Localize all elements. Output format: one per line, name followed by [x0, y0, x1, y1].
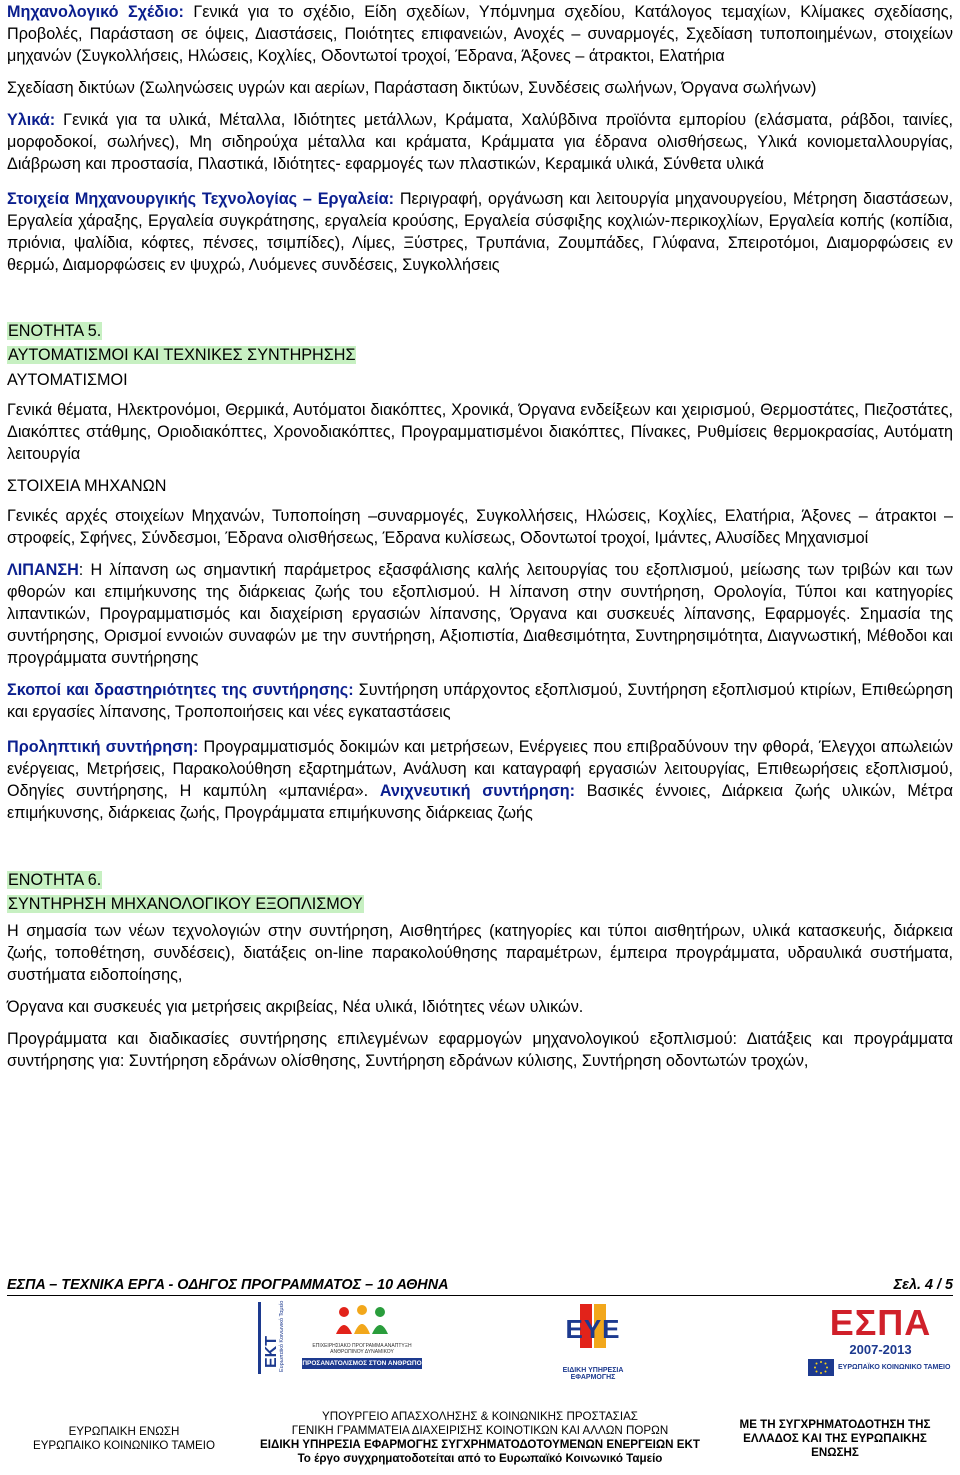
text-preventive-maintenance: Προγραμματισμός δοκιμών και μετρήσεων, Ενέργειες που επιβραδύνουν την φθορά, Έλεγχοι απωλειών ενέργειας, Μετρήσεις, Παρακολούθηση εξαρτημάτων, Ανάλυση και καταγραφή εργασιών λειτουργίας, Επιθεωρήσεις εξοπλισμού, Οδηγίες συντήρησης, Η καμπύλη «μπανιέρα». — [7, 738, 953, 800]
section-5-number: ΕΝΟΤΗΤΑ 5. — [8, 322, 102, 340]
text-lubrication: : Η λίπανση ως σημαντική παράμετρος εξασφάλισης καλής λειτουργίας του εξοπλισμού, μείωσης των τριβών και των φθορών και επιμήκυνσης της διάρκειας ζωής του εξοπλισμού. Η λίπανση στην συντήρηση, Ορολογία, Τύποι και κατηγορίες λιπαντικών, Προγραμματισμός και διαχείριση εργασιών λίπανσης, Όργανα και συσκευές λίπανσης, Εφαρμογές. Σημασία της συντήρησης, Ορισμοί εννοιών συναφών με την συντήρηση, Αξιοπιστία, Διαθεσιμότητα, Συντηρησιμότητα, Διαγνωστική, Μέθοδοι και προγράμματα συντήρησης — [7, 561, 953, 667]
section-5-title: ΑΥΤΟΜΑΤΙΣΜΟΙ ΚΑΙ ΤΕΧΝΙΚΕΣ ΣΥΝΤΗΡΗΣΗΣ — [8, 346, 356, 364]
credits-cofunding-1: ΜΕ ΤΗ ΣΥΓΧΡΗΜΑΤΟΔΟΤΗΣΗ ΤΗΣ — [739, 1418, 931, 1431]
subheading-automation: ΑΥΤΟΜΑΤΙΣΜΟΙ — [7, 371, 128, 389]
credits-right — [725, 1418, 945, 1460]
section-6-number: ΕΝΟΤΗΤΑ 6. — [8, 871, 102, 889]
subheading-machine-elements: ΣΤΟΙΧΕΙΑ ΜΗΧΑΝΩΝ — [7, 477, 167, 495]
espa-logo-text: ΕΣΠΑ — [829, 1302, 932, 1343]
label-detective-maintenance: Ανιχνευτική συντήρηση: — [379, 782, 576, 800]
label-machining-tools: Στοιχεία Μηχανουργικής Τεχνολογίας – Εργαλεία: — [7, 190, 395, 208]
credits-general-secretariat: ΓΕΝΙΚΗ ΓΡΑΜΜΑΤΕΙΑ ΔΙΑΧΕΙΡΙΣΗΣ ΚΟΙΝΟΤΙΚΩΝ ΚΑΙ ΑΛΛΩΝ ΠΟΡΩΝ — [291, 1424, 669, 1437]
label-materials: Υλικά: — [7, 111, 56, 129]
eye-logo-text: ΕΥΕ — [565, 1314, 621, 1344]
espa-logo-subtitle: ΕΥΡΩΠΑΪΚΟ ΚΟΙΝΩΝΙΚΟ ΤΑΜΕΙΟ — [838, 1364, 951, 1371]
credits-special-service: ΕΙΔΙΚΗ ΥΠΗΡΕΣΙΑ ΕΦΑΡΜΟΓΗΣ ΣΥΓΧΡΗΜΑΤΟΔΟΤΟΥΜΕΝΩΝ ΕΝΕΡΓΕΙΩΝ ΕΚΤ — [260, 1438, 700, 1451]
eye-logo-subtitle: ΕΙΔΙΚΗ ΥΠΗΡΕΣΙΑ ΕΦΑΡΜΟΓΗΣ — [562, 1367, 624, 1381]
footer-program-title: ΕΣΠΑ – ΤΕΧΝΙΚΑ ΕΡΓΑ - ΟΔΗΓΟΣ ΠΡΟΓΡΑΜΜΑΤΟΣ – 10 ΑΘΗΝΑ — [7, 1277, 449, 1293]
paragraph-precision-instruments: Όργανα και συσκευές για μετρήσεις ακριβείας, Νέα υλικά, Ιδιότητες νέων υλικών. — [7, 998, 584, 1016]
human-resources-slogan: ΠΡΟΣΑΝΑΤΟΛΙΣΜΟΣ ΣΤΟΝ ΑΝΘΡΩΠΟ — [302, 1360, 422, 1367]
credits-cofunding-3: ΕΝΩΣΗΣ — [811, 1446, 859, 1459]
paragraph-new-technologies: Η σημασία των νέων τεχνολογιών στην συντήρηση, Αισθητήρες (κατηγορίες και τύποι αισθητήρων, υλικά κατασκευής, διάρκεια ζωής, τοποθέτηση, συνδέσεις), διατάξεις on-line παρακολούθησης παραμέτρων, έμπειρα προγράμματα, υδραυλικά συστήματα, συστήματα ειδοποίησης, — [7, 922, 953, 984]
ekt-logo-subtitle: Ευρωπαϊκό Κοινωνικό Ταμείο — [279, 1300, 285, 1372]
human-resources-program-name: ΕΠΙΧΕΙΡΗΣΙΑΚΟ ΠΡΟΓΡΑΜΜΑ ΑΝΑΠΤΥΞΗ ΑΝΘΡΩΠΙΝΟΥ ΔΥΝΑΜΙΚΟΥ — [312, 1343, 412, 1355]
document-body — [7, 0, 953, 1072]
human-resources-logo — [302, 1304, 422, 1382]
text-machining-tools: Περιγραφή, οργάνωση και λειτουργία μηχανουργείου, Μέτρηση διαστάσεων, Εργαλεία χάραξης, Εργαλεία συγκράτησης, εργαλεία κρούσης, Εργαλεία σύσφιξης κοχλιών-περικοχλίων, Εργαλεία κοπής (κοπίδια, πριόνια, ψαλίδια, κόφτες, πένσες, τσιμπίδες), Λίμες, Ξύστρες, Τρυπάνια, Ζουμπάδες, Γλύφανα, Σπειροτόμοι, Διαμορφώσεις εν θερμώ, Διαμορφώσεις εν ψυχρώ, Λυόμενες συνδέσεις, Συγκολλήσεις — [7, 190, 953, 274]
label-maintenance-goals: Σκοποί και δραστηριότητες της συντήρησης: — [7, 681, 354, 699]
credits-middle — [250, 1410, 710, 1466]
label-mechanical-drawing: Μηχανολογικό Σχέδιο: — [7, 3, 184, 21]
section-6-title: ΣΥΝΤΗΡΗΣΗ ΜΗΧΑΝΟΛΟΓΙΚΟΥ ΕΞΟΠΛΙΣΜΟΥ — [8, 895, 363, 913]
text-maintenance-goals: Συντήρηση υπάρχοντος εξοπλισμού, Συντήρηση εξοπλισμού κτιρίων, Επιθεώρηση και εργασίες λίπανσης, Τροποποιήσεις και νέες εγκαταστάσεις — [7, 681, 954, 721]
ekt-logo-text: ΕΚΤ — [263, 1336, 280, 1368]
credits-left — [24, 1425, 224, 1453]
label-preventive-maintenance: Προληπτική συντήρηση: — [7, 738, 199, 756]
label-lubrication: ΛΙΠΑΝΣΗ — [7, 561, 79, 579]
logo-strip — [0, 1298, 960, 1398]
human-figures-icon — [302, 1304, 422, 1338]
credits-cofunding-note: Το έργο συγχρηματοδοτείται από το Ευρωπαϊκό Κοινωνικό Ταμείο — [297, 1452, 663, 1465]
text-machine-elements: Γενικές αρχές στοιχείων Μηχανών, Τυποποίηση –συναρμογές, Συγκολλήσεις, Ηλώσεις, Κοχλίες, Ελατήρια, Άξονες – άτρακτοι – στροφείς, Σφήνες, Σύνδεσμοι, Έδρανα ολισθήσεως, Έδρανα κυλίσεως, Οδοντωτοί τροχοί, Ιμάντες, Αλυσίδες Μηχανισμοί — [7, 507, 953, 547]
credits-eu: ΕΥΡΩΠΑΙΚΗ ΕΝΩΣΗ — [68, 1425, 180, 1438]
credits-esf: ΕΥΡΩΠΑΙΚΟ ΚΟΙΝΩΝΙΚΟ ΤΑΜΕΙΟ — [32, 1439, 216, 1452]
text-detective-maintenance: Βασικές έννοιες, Διάρκεια ζωής υλικών, Μέτρα επιμήκυνσης, διάρκειας ζωής, Προγράμματα επιμήκυνσης διάρκειας ζωής — [7, 782, 953, 822]
espa-logo-years: 2007-2013 — [849, 1342, 912, 1357]
paragraph-network-design: Σχεδίαση δικτύων (Σωληνώσεις υγρών και αερίων, Παράσταση δικτύων, Συνδέσεις σωλήνων, Όργανα σωλήνων) — [7, 79, 817, 97]
paragraph-mechanical-drawing — [7, 1, 953, 67]
espa-logo — [808, 1304, 953, 1388]
page-number: Σελ. 4 / 5 — [893, 1277, 953, 1293]
credits-cofunding-2: ΕΛΛΑΔΟΣ ΚΑΙ ΤΗΣ ΕΥΡΩΠΑΙΚΗΣ — [743, 1432, 927, 1445]
paragraph-maintenance-goals — [7, 679, 953, 723]
paragraph-preventive-maintenance — [7, 736, 953, 824]
paragraph-lubrication — [7, 559, 953, 669]
text-mechanical-drawing: Γενικά για το σχέδιο, Είδη σχεδίων, Υπόμνημα σχεδίου, Κατάλογος τεμαχίων, Κλίμακες σχεδίασης, Προβολές, Παράσταση σε όψεις, Διαστάσεις, Ποιότητες επιφανειών, Ανοχές – συναρμογές, Σχεδίαση τυποποιημένων, στοιχείων μηχανών (Συγκολλήσεις, Ηλώσεις, Κοχλίες, Οδοντωτοί τροχοί, Έδρανα, Άξονες – άτρακτοι, Ελατήρια — [7, 3, 953, 65]
paragraph-materials — [7, 109, 953, 175]
paragraph-machining-tools — [7, 188, 953, 276]
page-footer — [7, 1277, 953, 1296]
paragraph-maintenance-programs: Προγράμματα και διαδικασίες συντήρησης επιλεγμένων εφαρμογών μηχανολογικού εξοπλισμού: Διατάξεις και προγράμματα συντήρησης για: Συντήρηση εδράνων ολίσθησης, Συντήρηση εδράνων κύλισης, Συντήρηση οδοντωτών τροχών, — [7, 1030, 953, 1070]
text-automation: Γενικά θέματα, Ηλεκτρονόμοι, Θερμικά, Αυτόματοι διακόπτες, Χρονικά, Όργανα ενδείξεων και χειρισμού, Θερμοστάτες, Πιεζοστάτες, Διακόπτες στάθμης, Οριοδιακόπτες, Χρονοδιακόπτες, Προγραμματισμένοι διακόπτες, Πίνακες, Ρυθμίσεις θερμοκρασίας, Αυτόματη λειτουργία — [7, 401, 953, 463]
eye-logo — [545, 1304, 641, 1388]
section-5-heading — [7, 319, 953, 367]
ekt-logo — [258, 1302, 289, 1374]
text-materials: Γενικά για τα υλικά, Μέταλλα, Ιδιότητες μετάλλων, Κράματα, Χαλύβδινα προϊόντα εμπορίου (ελάσματα, ράβδοι, ταινίες, μορφοδοκοί, σωλήνες), Μη σιδηρούχα μέταλλα και κράματα, Κράμματα για έδρανα ολισθήσεως, Υλικά κονιομεταλλουργίας, Διάβρωση και προστασία, Πλαστικά, Ιδιότητες- εφαρμογές των πλαστικών, Κεραμικά υλικά, Σύνθετα υλικά — [7, 111, 953, 173]
section-6-heading — [7, 868, 953, 916]
credits-ministry: ΥΠΟΥΡΓΕΙΟ ΑΠΑΣΧΟΛΗΣΗΣ & ΚΟΙΝΩΝΙΚΗΣ ΠΡΟΣΤΑΣΙΑΣ — [322, 1410, 638, 1423]
eu-flag-icon — [808, 1359, 834, 1376]
